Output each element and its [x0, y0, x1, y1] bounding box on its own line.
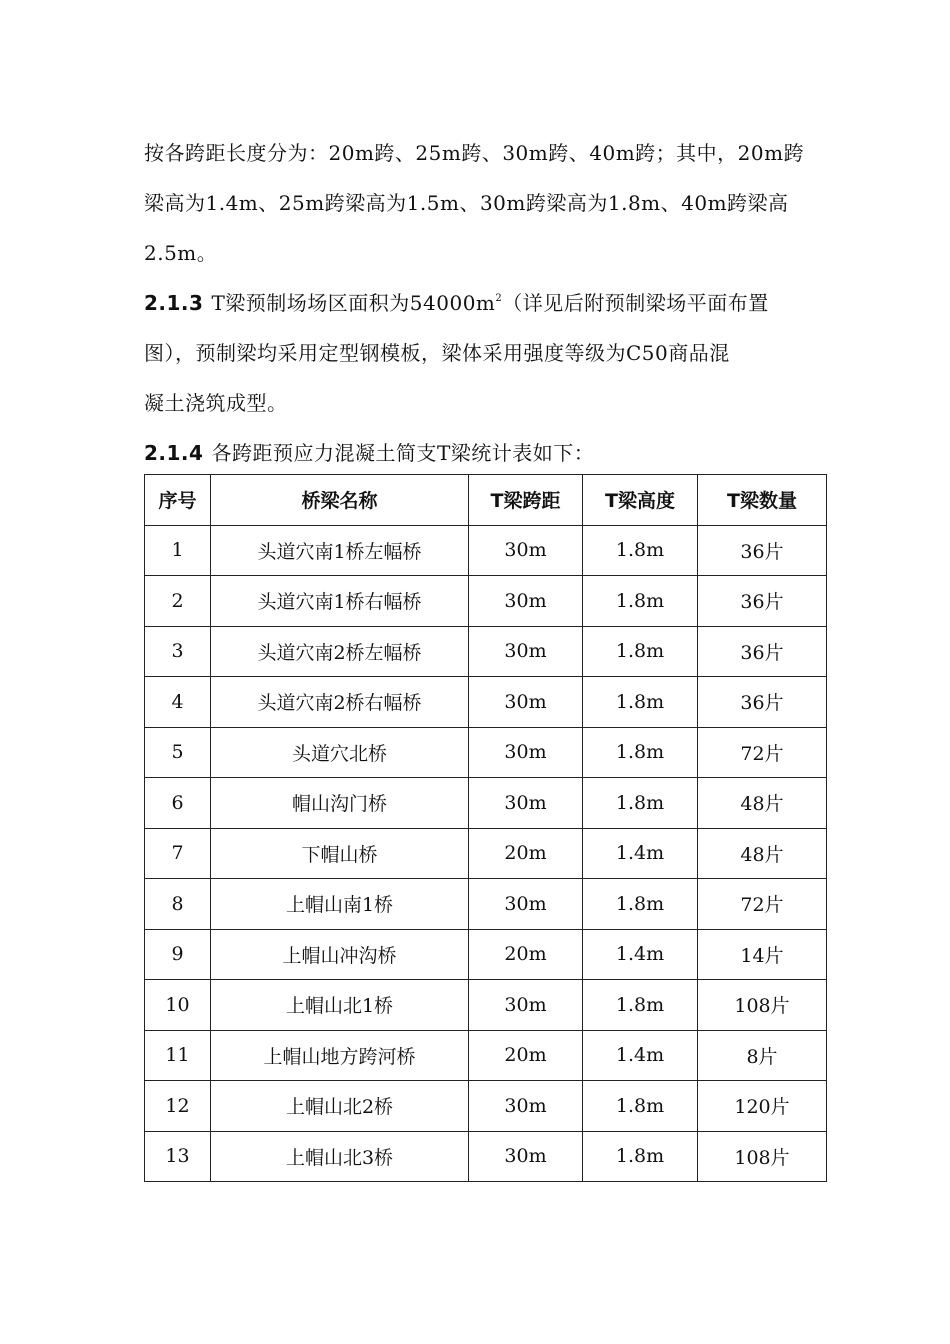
cell-span: 20m: [469, 929, 583, 980]
table-header-row: [145, 475, 827, 526]
cell-span: 20m: [469, 1030, 583, 1081]
cell-span: 30m: [469, 727, 583, 778]
cell-span: 30m: [469, 626, 583, 677]
header-quantity: T梁数量: [698, 475, 827, 526]
cell-height: 1.8m: [583, 879, 698, 930]
cell-quantity: 48片: [698, 828, 827, 879]
table-row: [145, 778, 827, 829]
cell-index: 10: [145, 980, 211, 1031]
header-index: 序号: [145, 475, 211, 526]
t-beam-statistics-table: [144, 474, 827, 1182]
table-row: [145, 1081, 827, 1132]
text-line: 图），预制梁均采用定型钢模板，梁体采用强度等级为C50商品混: [144, 341, 730, 365]
cell-index: 11: [145, 1030, 211, 1081]
cell-span: 30m: [469, 1081, 583, 1132]
cell-bridge-name: 下帽山桥: [211, 828, 469, 879]
header-height: T梁高度: [583, 475, 698, 526]
text-fragment: 各跨距预应力混凝土简支T梁统计表如下：: [211, 441, 595, 465]
text-fragment: T梁预制场场区面积为54000m: [211, 291, 496, 315]
cell-span: 30m: [469, 778, 583, 829]
cell-bridge-name: 头道穴南2桥左幅桥: [211, 626, 469, 677]
cell-height: 1.8m: [583, 778, 698, 829]
table-row: [145, 879, 827, 930]
cell-height: 1.4m: [583, 929, 698, 980]
cell-height: 1.8m: [583, 1081, 698, 1132]
cell-span: 30m: [469, 677, 583, 728]
table-row: [145, 828, 827, 879]
cell-index: 13: [145, 1131, 211, 1182]
text-fragment: （详见后附预制梁场平面布置: [502, 291, 769, 315]
table-row: [145, 1131, 827, 1182]
header-span: T梁跨距: [469, 475, 583, 526]
cell-index: 4: [145, 677, 211, 728]
cell-height: 1.8m: [583, 677, 698, 728]
table-row: [145, 576, 827, 627]
cell-bridge-name: 头道穴北桥: [211, 727, 469, 778]
text-line: 2.5m。: [144, 241, 218, 265]
document-body: [144, 128, 826, 478]
cell-height: 1.8m: [583, 727, 698, 778]
cell-bridge-name: 上帽山南1桥: [211, 879, 469, 930]
cell-bridge-name: 上帽山北3桥: [211, 1131, 469, 1182]
cell-quantity: 36片: [698, 677, 827, 728]
cell-quantity: 108片: [698, 980, 827, 1031]
cell-quantity: 36片: [698, 626, 827, 677]
cell-bridge-name: 头道穴南1桥右幅桥: [211, 576, 469, 627]
table-row: [145, 677, 827, 728]
cell-index: 9: [145, 929, 211, 980]
text-line: 梁高为1.4m、25m跨梁高为1.5m、30m跨梁高为1.8m、40m跨梁高: [144, 191, 789, 215]
cell-quantity: 8片: [698, 1030, 827, 1081]
cell-height: 1.8m: [583, 980, 698, 1031]
cell-index: 3: [145, 626, 211, 677]
cell-height: 1.8m: [583, 525, 698, 576]
table-row: [145, 929, 827, 980]
cell-bridge-name: 上帽山北2桥: [211, 1081, 469, 1132]
superscript: 2: [495, 293, 503, 304]
cell-span: 30m: [469, 1131, 583, 1182]
table-body: [145, 525, 827, 1182]
cell-height: 1.8m: [583, 1131, 698, 1182]
cell-quantity: 72片: [698, 879, 827, 930]
cell-quantity: 120片: [698, 1081, 827, 1132]
cell-index: 2: [145, 576, 211, 627]
cell-bridge-name: 上帽山北1桥: [211, 980, 469, 1031]
cell-height: 1.8m: [583, 626, 698, 677]
cell-quantity: 108片: [698, 1131, 827, 1182]
cell-bridge-name: 上帽山冲沟桥: [211, 929, 469, 980]
cell-index: 6: [145, 778, 211, 829]
text-line: 凝土浇筑成型。: [144, 391, 288, 415]
table-row: [145, 980, 827, 1031]
cell-span: 30m: [469, 980, 583, 1031]
section-number: 2.1.3: [144, 291, 204, 315]
section-2-1-3: [144, 278, 826, 428]
cell-index: 5: [145, 727, 211, 778]
cell-span: 30m: [469, 576, 583, 627]
cell-span: 30m: [469, 525, 583, 576]
cell-index: 1: [145, 525, 211, 576]
cell-height: 1.8m: [583, 576, 698, 627]
cell-quantity: 14片: [698, 929, 827, 980]
cell-height: 1.4m: [583, 1030, 698, 1081]
text-line: 按各跨距长度分为：20m跨、25m跨、30m跨、40m跨；其中，20m跨: [144, 141, 805, 165]
cell-index: 8: [145, 879, 211, 930]
cell-quantity: 48片: [698, 778, 827, 829]
section-number: 2.1.4: [144, 441, 204, 465]
table-row: [145, 626, 827, 677]
header-bridge-name: 桥梁名称: [211, 475, 469, 526]
table-row: [145, 1030, 827, 1081]
cell-index: 12: [145, 1081, 211, 1132]
table-row: [145, 525, 827, 576]
cell-span: 20m: [469, 828, 583, 879]
cell-height: 1.4m: [583, 828, 698, 879]
cell-quantity: 72片: [698, 727, 827, 778]
paragraph-span-heights: [144, 128, 826, 278]
table-row: [145, 727, 827, 778]
section-2-1-4: [144, 428, 826, 478]
cell-bridge-name: 头道穴南1桥左幅桥: [211, 525, 469, 576]
cell-index: 7: [145, 828, 211, 879]
cell-span: 30m: [469, 879, 583, 930]
cell-quantity: 36片: [698, 525, 827, 576]
cell-bridge-name: 头道穴南2桥右幅桥: [211, 677, 469, 728]
cell-quantity: 36片: [698, 576, 827, 627]
cell-bridge-name: 上帽山地方跨河桥: [211, 1030, 469, 1081]
cell-bridge-name: 帽山沟门桥: [211, 778, 469, 829]
